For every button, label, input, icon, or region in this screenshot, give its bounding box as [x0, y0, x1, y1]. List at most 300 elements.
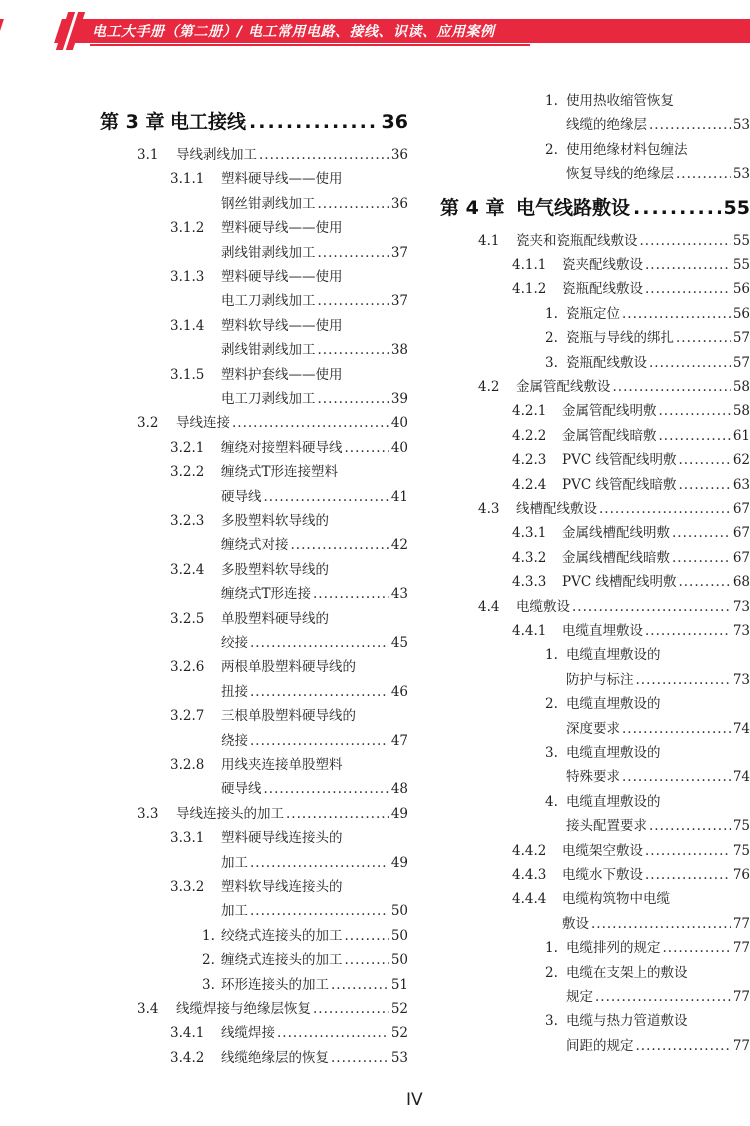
entry-number: 1. [545, 305, 558, 322]
dot-leader [249, 110, 379, 134]
toc-entry [545, 329, 750, 347]
entry-page: 57 [732, 354, 750, 371]
entry-title-cont: 接头配置要求 [566, 818, 647, 835]
dot-leader [277, 1024, 389, 1042]
entry-number: 3.3.1 [170, 830, 205, 847]
page-number: IV [406, 1090, 423, 1110]
toc-entry [202, 951, 408, 969]
entry-title-cont: 间距的规定 [566, 1037, 634, 1054]
chapter-number: 第 4 章 [440, 196, 505, 219]
toc-entry [170, 170, 408, 188]
entry-title-cont: 加工 [221, 903, 248, 920]
toc-entry [170, 756, 408, 774]
toc-entry [512, 866, 750, 884]
entry-number: 4.3 [478, 501, 500, 517]
dot-leader [649, 116, 731, 134]
toc-entry [512, 622, 750, 640]
toc-entry [170, 463, 408, 481]
entry-title-cont: 电工刀剥线加工 [221, 293, 316, 310]
toc-entry-continuation [566, 817, 750, 835]
entry-page: 73 [732, 623, 750, 639]
entry-title: 电缆敷设 [516, 598, 570, 615]
entry-number: 2. [545, 330, 558, 347]
toc-entry [512, 549, 750, 567]
dot-leader [259, 146, 389, 164]
entry-page: 57 [732, 330, 750, 347]
entry-page: 49 [390, 854, 408, 871]
toc-entry [170, 317, 408, 335]
entry-page: 62 [732, 452, 750, 469]
entry-page: 37 [390, 244, 408, 261]
entry-number: 3.3 [137, 805, 159, 822]
running-header [0, 0, 750, 52]
entry-page: 77 [732, 989, 750, 1005]
chapter-title: 电气线路敷设 [516, 196, 631, 219]
entry-number: 4. [545, 793, 558, 810]
entry-number: 3.2.3 [170, 513, 205, 529]
entry-title-cont: 规定 [566, 989, 593, 1005]
toc-entry-continuation [566, 671, 750, 689]
dot-leader [250, 683, 389, 701]
entry-title: 导线连接 [176, 415, 230, 432]
toc-entry-continuation [566, 116, 750, 134]
entry-number: 4.2.2 [512, 427, 547, 444]
entry-page: 52 [390, 1001, 408, 1017]
entry-number: 3.4.1 [170, 1025, 205, 1042]
toc-entry [545, 646, 750, 664]
toc-entry [545, 92, 750, 110]
entry-title: 使用绝缘材料包缠法 [566, 141, 688, 158]
entry-page: 40 [390, 439, 408, 456]
entry-page: 49 [390, 805, 408, 822]
entry-number: 3.2.2 [170, 464, 205, 481]
toc-entry [545, 939, 750, 957]
dot-leader [645, 280, 731, 298]
toc-entry [545, 964, 750, 982]
toc-entry [512, 890, 750, 908]
entry-title-cont: 剥线钳剥线加工 [221, 342, 316, 359]
entry-page: 53 [390, 1049, 408, 1066]
entry-title: 线缆焊接与绝缘层恢复 [176, 1001, 311, 1017]
dot-leader [345, 439, 389, 457]
entry-number: 3.2.7 [170, 708, 205, 725]
chapter-number: 第 3 章 [100, 111, 165, 133]
entry-title: 电缆在支架上的敷设 [566, 964, 688, 981]
toc-entry [512, 451, 750, 469]
entry-number: 3. [545, 745, 558, 761]
entry-number: 4.1 [478, 232, 500, 249]
dot-leader [264, 780, 389, 798]
toc-entry-continuation [566, 1037, 750, 1055]
entry-page: 40 [390, 415, 408, 432]
toc-entry-continuation [221, 341, 408, 359]
toc-entry [170, 219, 408, 237]
entry-number: 4.4.2 [512, 842, 547, 859]
chapter-page: 36 [381, 111, 408, 133]
dot-leader [232, 414, 389, 432]
toc-entry-continuation [221, 902, 408, 920]
entry-number: 4.1.1 [512, 257, 547, 273]
entry-title: 线槽配线敷设 [516, 501, 597, 517]
entry-page: 56 [732, 305, 750, 322]
entry-page: 39 [390, 391, 408, 407]
entry-title: 多股塑料软导线的 [221, 513, 329, 529]
entry-title: 电缆直埋敷设的 [566, 745, 661, 761]
entry-page: 68 [732, 574, 750, 591]
entry-title: 瓷瓶配线敷设 [562, 281, 643, 298]
entry-title: 塑料硬导线——使用 [221, 171, 343, 188]
toc-entry [137, 805, 408, 823]
toc-entry [545, 305, 750, 323]
entry-page: 58 [732, 379, 750, 395]
entry-page: 55 [732, 257, 750, 273]
toc-entry [137, 146, 408, 164]
entry-title: 绞绕式连接头的加工 [221, 927, 343, 944]
toc-entry [545, 354, 750, 372]
entry-title: 塑料护套线——使用 [221, 366, 343, 383]
entry-number: 4.2.1 [512, 403, 547, 420]
entry-title: 电缆直埋敷设的 [566, 793, 661, 810]
dot-leader [622, 720, 731, 738]
dot-leader [678, 476, 730, 494]
toc-entry [170, 878, 408, 896]
toc-entry [170, 707, 408, 725]
entry-title: 环形连接头的加工 [221, 976, 329, 993]
toc-entry-continuation [221, 854, 408, 872]
entry-page: 61 [732, 427, 750, 444]
entry-title: PVC 线管配线暗敷 [562, 476, 677, 493]
toc-entry-continuation [566, 988, 750, 1006]
toc-entry-continuation [566, 165, 750, 183]
entry-number: 4.4.4 [512, 891, 547, 908]
dot-leader [318, 341, 389, 359]
toc-entry-continuation [221, 488, 408, 506]
entry-page: 43 [390, 586, 408, 603]
entry-title: 两根单股塑料硬导线的 [221, 659, 356, 676]
entry-number: 2. [202, 952, 215, 969]
entry-title: 金属管配线敷设 [516, 379, 611, 395]
entry-number: 3. [202, 976, 215, 993]
toc-entry-continuation [221, 195, 408, 213]
toc-chapter-entry [100, 110, 408, 134]
entry-title: 瓷瓶定位 [566, 305, 620, 322]
toc-entry-continuation [221, 244, 408, 262]
toc-entry-continuation [221, 732, 408, 750]
dot-leader [613, 378, 731, 396]
entry-title: 电缆排列的规定 [566, 940, 661, 957]
dot-leader [649, 354, 731, 372]
entry-title: 多股塑料软导线的 [221, 561, 329, 578]
entry-number: 4.3.3 [512, 574, 547, 591]
chapter-title: 电工接线 [170, 111, 247, 133]
entry-title: 塑料软导线连接头的 [221, 879, 343, 895]
dot-leader [678, 573, 730, 591]
dot-leader [331, 976, 389, 994]
dot-leader [318, 244, 389, 262]
toc-entry [170, 658, 408, 676]
entry-page: 56 [732, 281, 750, 298]
entry-page: 50 [390, 903, 408, 920]
entry-title: 线缆焊接 [221, 1025, 275, 1042]
entry-title: 单股塑料硬导线的 [221, 610, 329, 627]
entry-title: 瓷夹配线敷设 [562, 257, 643, 273]
entry-title: 金属管配线暗敷 [562, 427, 657, 444]
dot-leader [313, 1000, 389, 1018]
dot-leader [572, 598, 731, 616]
entry-title: 导线剥线加工 [176, 147, 257, 163]
toc-entry-continuation [221, 390, 408, 408]
toc-entry [545, 1012, 750, 1030]
dot-leader [318, 390, 389, 408]
entry-number: 3.1.4 [170, 317, 205, 334]
entry-title: 电缆水下敷设 [562, 867, 643, 883]
entry-title-cont: 加工 [221, 854, 248, 871]
entry-number: 1. [545, 940, 558, 957]
dot-leader [640, 232, 731, 250]
entry-number: 4.3.2 [512, 549, 547, 566]
toc-entry [512, 524, 750, 542]
entry-page: 38 [390, 342, 408, 359]
dot-leader [659, 402, 731, 420]
entry-title: 瓷瓶与导线的绑扎 [566, 330, 674, 347]
dot-leader [636, 671, 731, 689]
entry-title: 塑料软导线——使用 [221, 317, 343, 334]
dot-leader [345, 927, 389, 945]
entry-page: 48 [390, 781, 408, 798]
entry-page: 67 [732, 525, 750, 542]
toc-entry [545, 141, 750, 159]
toc-entry [137, 1000, 408, 1018]
entry-title-cont: 硬导线 [221, 488, 262, 505]
entry-page: 77 [732, 940, 750, 957]
toc-entry [202, 976, 408, 994]
dot-leader [331, 1049, 389, 1067]
entry-title: 电缆直埋敷设 [562, 623, 643, 639]
dot-leader [645, 842, 731, 860]
toc-entry-continuation [566, 768, 750, 786]
toc-entry [170, 366, 408, 384]
entry-number: 4.3.1 [512, 525, 547, 542]
entry-page: 77 [732, 915, 750, 932]
entry-title-cont: 绞接 [221, 635, 248, 651]
entry-page: 45 [390, 635, 408, 651]
dot-leader [250, 634, 389, 652]
entry-title: 缠绕式T形连接塑料 [221, 464, 339, 481]
toc-entry [170, 512, 408, 530]
dot-leader [345, 951, 389, 969]
toc-entry [170, 561, 408, 579]
chapter-page: 55 [723, 196, 750, 219]
entry-title: 电缆直埋敷设的 [566, 647, 661, 664]
entry-title-cont: 剥线钳剥线加工 [221, 244, 316, 261]
toc-entry [478, 598, 750, 616]
dot-leader [599, 500, 731, 518]
entry-title: 金属线槽配线明敷 [562, 525, 670, 542]
entry-number: 3. [545, 354, 558, 371]
entry-number: 4.1.2 [512, 281, 547, 298]
entry-title: 金属线槽配线暗敷 [562, 549, 670, 566]
entry-title-cont: 钢丝钳剥线加工 [221, 195, 316, 212]
entry-number: 2. [545, 141, 558, 158]
toc-entry [137, 414, 408, 432]
entry-page: 46 [390, 683, 408, 700]
toc-entry [478, 500, 750, 518]
entry-title-cont: 扭接 [221, 683, 248, 700]
entry-number: 1. [545, 647, 558, 664]
entry-page: 55 [732, 232, 750, 249]
entry-page: 41 [390, 488, 408, 505]
entry-title: 塑料硬导线——使用 [221, 220, 343, 237]
toc-entry [170, 268, 408, 286]
entry-number: 3. [545, 1013, 558, 1030]
header-title: 电工大手册（第二册）/ 电工常用电路、接线、识读、应用案例 [92, 24, 495, 40]
entry-title-cont: 恢复导线的绝缘层 [566, 166, 674, 183]
entry-number: 4.4.3 [512, 867, 547, 883]
entry-page: 74 [732, 769, 750, 786]
entry-number: 2. [545, 696, 558, 713]
entry-title: 电缆与热力管道敷设 [566, 1013, 688, 1030]
entry-page: 75 [732, 818, 750, 835]
entry-title: 塑料硬导线——使用 [221, 269, 343, 285]
toc-entry-continuation [221, 585, 408, 603]
entry-title: 缠绕对接塑料硬导线 [221, 439, 343, 456]
toc-entry [170, 1049, 408, 1067]
dot-leader [645, 256, 731, 274]
entry-title: 电缆架空敷设 [562, 842, 643, 859]
entry-title: PVC 线管配线明敷 [562, 452, 677, 469]
dot-leader [636, 1037, 731, 1055]
dot-leader [622, 305, 731, 323]
dot-leader [250, 732, 389, 750]
entry-page: 67 [732, 501, 750, 517]
toc-entry [512, 476, 750, 494]
toc-entry-continuation [221, 634, 408, 652]
dot-leader [663, 939, 731, 957]
entry-number: 3.2.5 [170, 610, 205, 627]
entry-title-cont: 深度要求 [566, 720, 620, 737]
entry-page: 50 [390, 952, 408, 969]
toc-entry [170, 610, 408, 628]
entry-page: 58 [732, 403, 750, 420]
entry-title: 导线连接头的加工 [176, 805, 284, 822]
toc-entry [202, 927, 408, 945]
entry-title: 三根单股塑料硬导线的 [221, 708, 356, 725]
toc-entry [512, 842, 750, 860]
entry-number: 4.4 [478, 598, 500, 615]
entry-title: 瓷夹和瓷瓶配线敷设 [516, 232, 638, 249]
entry-page: 76 [732, 867, 750, 883]
entry-number: 3.2.1 [170, 439, 205, 456]
dot-leader [595, 988, 731, 1006]
toc-chapter-entry [440, 196, 750, 220]
entry-page: 67 [732, 549, 750, 566]
entry-number: 3.2.4 [170, 561, 205, 578]
entry-title: 线缆绝缘层的恢复 [221, 1049, 329, 1066]
toc-entry-continuation [562, 915, 750, 933]
entry-title-cont: 缠绕式对接 [221, 537, 289, 554]
entry-page: 50 [390, 927, 408, 944]
dot-leader [318, 195, 389, 213]
entry-number: 1. [202, 927, 215, 944]
toc-entry-continuation [221, 780, 408, 798]
header-left-gap [0, 19, 62, 43]
toc-entry-continuation [221, 536, 408, 554]
entry-number: 3.2.6 [170, 659, 205, 676]
entry-number: 3.1.3 [170, 269, 205, 285]
toc-entry [512, 427, 750, 445]
entry-page: 51 [390, 976, 408, 993]
entry-title: PVC 线槽配线明敷 [562, 574, 677, 591]
entry-number: 3.4 [137, 1001, 159, 1017]
entry-page: 37 [390, 293, 408, 310]
entry-page: 74 [732, 720, 750, 737]
entry-page: 63 [732, 476, 750, 493]
entry-number: 4.2.4 [512, 476, 547, 493]
dot-leader [591, 915, 731, 933]
dot-leader [672, 549, 731, 567]
toc-entry [170, 439, 408, 457]
entry-number: 4.2.3 [512, 452, 547, 469]
toc-entry [170, 1024, 408, 1042]
toc-entry-continuation [566, 720, 750, 738]
entry-page: 36 [390, 195, 408, 212]
entry-title: 金属管配线明敷 [562, 403, 657, 420]
dot-leader [659, 427, 731, 445]
entry-title-cont: 硬导线 [221, 781, 262, 798]
toc-entry-continuation [221, 683, 408, 701]
entry-number: 1. [545, 93, 558, 109]
dot-leader [250, 902, 389, 920]
toc-entry [512, 402, 750, 420]
entry-number: 2. [545, 964, 558, 981]
entry-number: 4.2 [478, 379, 500, 395]
dot-leader [622, 768, 731, 786]
dot-leader [676, 165, 731, 183]
entry-page: 47 [390, 732, 408, 749]
entry-number: 3.2.8 [170, 757, 205, 773]
dot-leader [313, 585, 389, 603]
entry-page: 36 [390, 147, 408, 163]
entry-page: 53 [732, 166, 750, 183]
dot-leader [250, 854, 389, 872]
entry-number: 3.2 [137, 415, 159, 432]
entry-title: 用线夹连接单股塑料 [221, 757, 343, 773]
entry-number: 3.4.2 [170, 1049, 205, 1066]
entry-title-cont: 线缆的绝缘层 [566, 117, 647, 134]
entry-number: 4.4.1 [512, 623, 547, 639]
dot-leader [678, 451, 730, 469]
entry-page: 52 [390, 1025, 408, 1042]
toc-entry [478, 378, 750, 396]
toc-entry [512, 573, 750, 591]
toc-entry [545, 744, 750, 762]
entry-page: 77 [732, 1037, 750, 1054]
entry-title-cont: 电工刀剥线加工 [221, 391, 316, 407]
dot-leader [286, 805, 389, 823]
entry-number: 3.1 [137, 147, 159, 163]
toc-entry [512, 280, 750, 298]
entry-page: 53 [732, 117, 750, 134]
dot-leader [264, 488, 389, 506]
entry-page: 42 [390, 537, 408, 554]
toc-entry [545, 695, 750, 713]
entry-number: 3.1.5 [170, 366, 205, 383]
entry-page: 75 [732, 842, 750, 859]
entry-title: 缠绕式连接头的加工 [221, 952, 343, 969]
entry-number: 3.1.1 [170, 171, 205, 188]
dot-leader [645, 622, 731, 640]
entry-title-cont: 特殊要求 [566, 769, 620, 786]
